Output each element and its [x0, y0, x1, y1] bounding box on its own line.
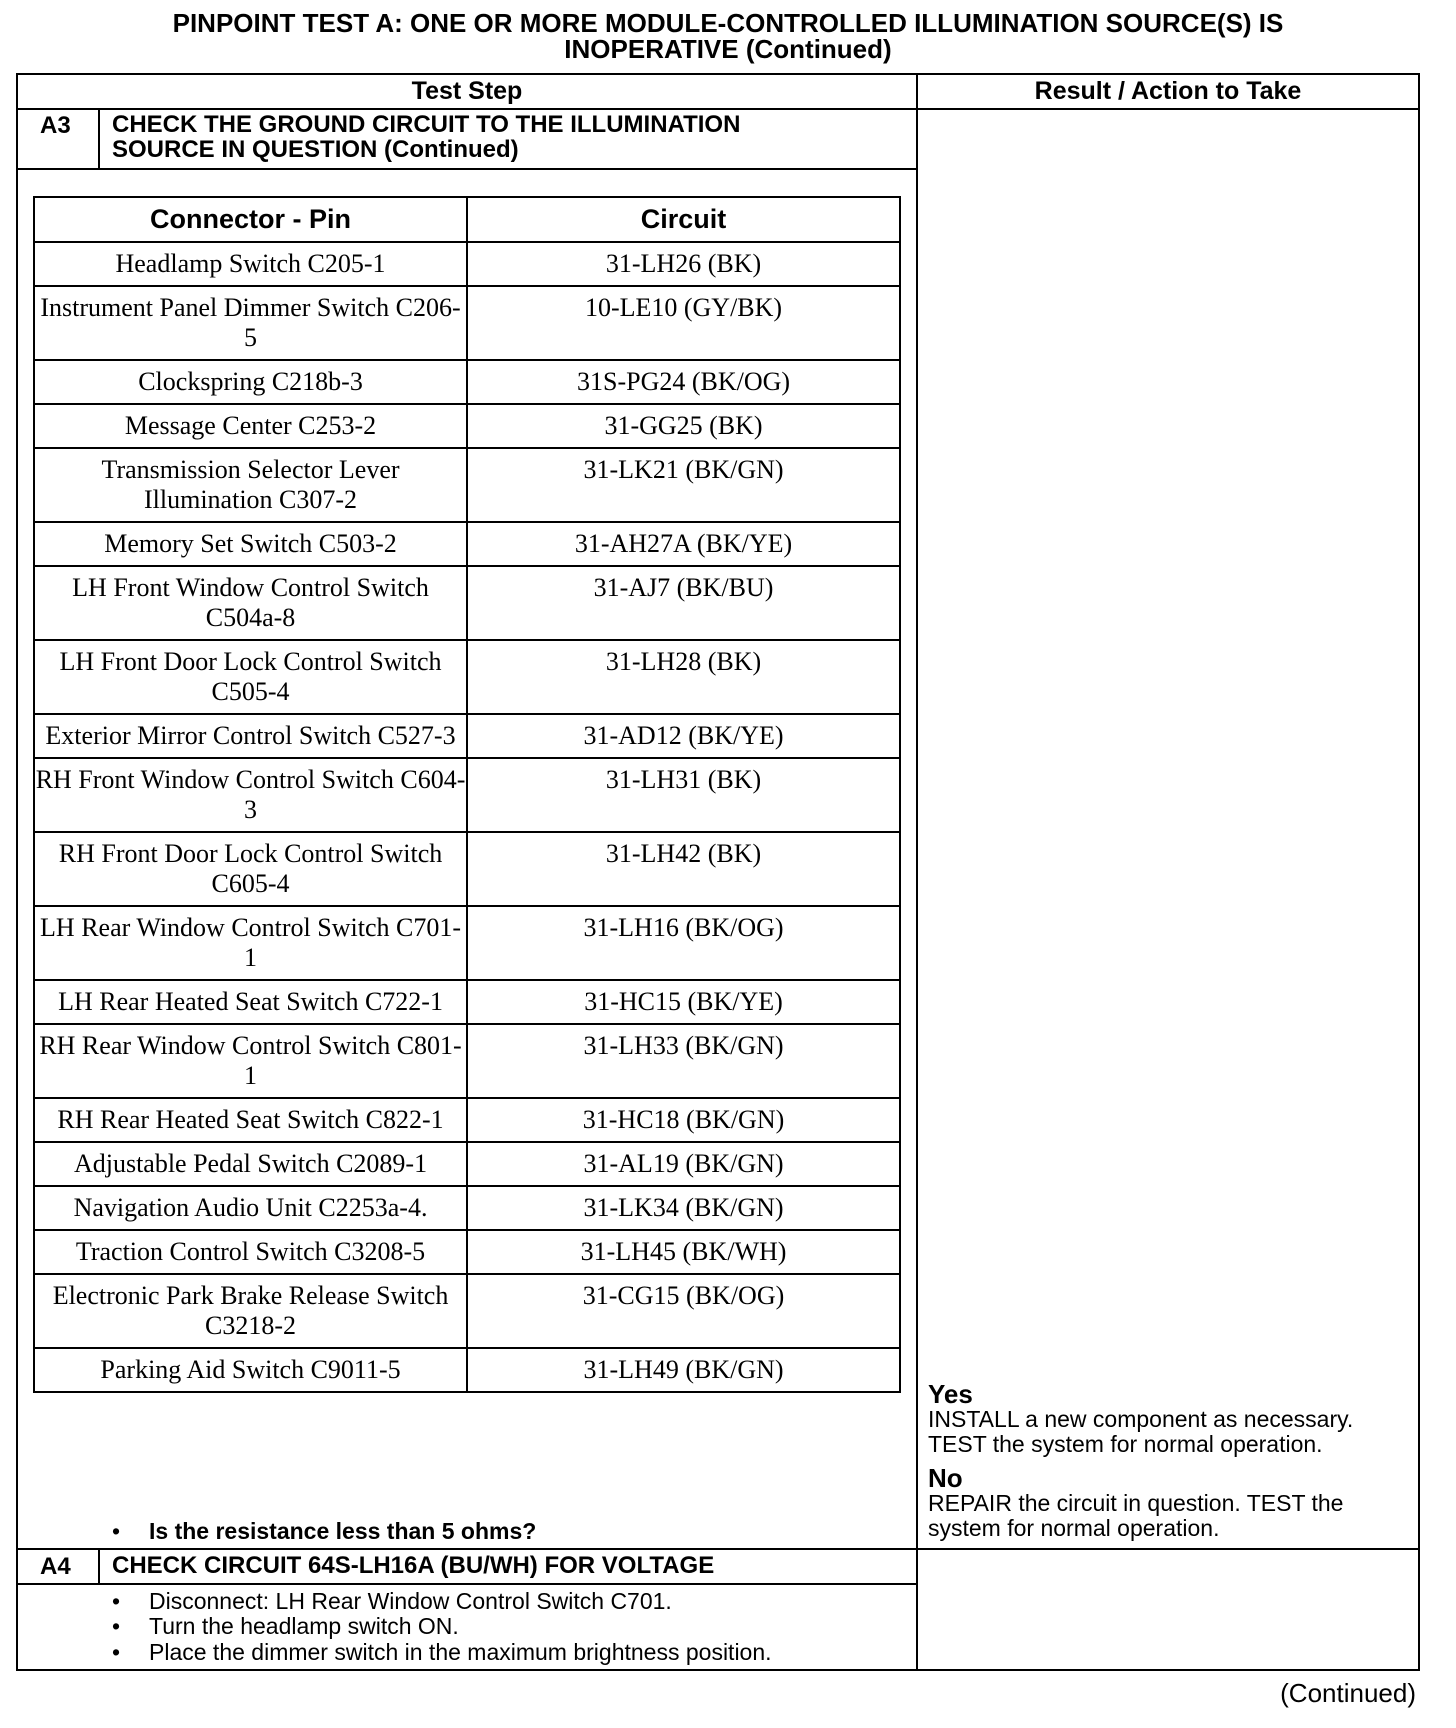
circuit-cell: 31-AD12 (BK/YE)	[467, 714, 900, 758]
step-a3-title	[112, 112, 740, 162]
table-row	[34, 1186, 900, 1230]
connector-cell: LH Front Window Control Switch C504a-8	[34, 566, 467, 640]
step-a3-title-line1: CHECK THE GROUND CIRCUIT TO THE ILLUMINATION	[112, 111, 741, 138]
table-row	[34, 404, 900, 448]
table-row	[34, 522, 900, 566]
circuit-cell: 31-LH26 (BK)	[467, 242, 900, 286]
connector-cell: Electronic Park Brake Release Switch C3218-2	[34, 1274, 467, 1348]
circuit-cell: 31-AJ7 (BK/BU)	[467, 566, 900, 640]
continued-label: (Continued)	[1280, 1678, 1416, 1708]
table-row	[34, 566, 900, 640]
table-row	[34, 758, 900, 832]
step-a4-title: CHECK CIRCUIT 64S-LH16A (BU/WH) FOR VOLTAGE	[112, 1552, 715, 1579]
step-a4-top-rule	[16, 1548, 1420, 1550]
table-row	[34, 980, 900, 1024]
connector-pin-table	[33, 196, 901, 1393]
result-no-line2: system for normal operation.	[928, 1515, 1220, 1541]
connector-cell: LH Rear Window Control Switch C701-1	[34, 906, 467, 980]
table-row	[34, 1098, 900, 1142]
header-rule	[16, 108, 1420, 110]
circuit-cell: 31-GG25 (BK)	[467, 404, 900, 448]
connector-cell: Navigation Audio Unit C2253a-4.	[34, 1186, 467, 1230]
table-row	[34, 360, 900, 404]
column-divider	[916, 73, 918, 1671]
circuit-cell: 31-LH45 (BK/WH)	[467, 1230, 900, 1274]
connector-cell: Parking Aid Switch C9011-5	[34, 1348, 467, 1392]
table-row	[34, 448, 900, 522]
connector-cell: RH Front Door Lock Control Switch C605-4	[34, 832, 467, 906]
a4-bullet: •	[112, 1613, 121, 1639]
result-no-label: No	[928, 1463, 963, 1493]
header-test-step: Test Step	[411, 77, 523, 105]
resistance-question: Is the resistance less than 5 ohms?	[149, 1518, 537, 1544]
connector-cell: Instrument Panel Dimmer Switch C206-5	[34, 286, 467, 360]
connector-cell: LH Rear Heated Seat Switch C722-1	[34, 980, 467, 1024]
connector-cell: Memory Set Switch C503-2	[34, 522, 467, 566]
question-bullet: •	[112, 1518, 121, 1544]
step-a3-num-divider	[98, 108, 100, 169]
table-row	[34, 286, 900, 360]
table-header-row	[34, 197, 900, 242]
circuit-cell: 10-LE10 (GY/BK)	[467, 286, 900, 360]
table-row	[34, 1024, 900, 1098]
connector-cell: RH Front Window Control Switch C604-3	[34, 758, 467, 832]
circuit-cell: 31-LK21 (BK/GN)	[467, 448, 900, 522]
circuit-cell: 31-LH49 (BK/GN)	[467, 1348, 900, 1392]
connector-cell: Headlamp Switch C205-1	[34, 242, 467, 286]
connector-cell: RH Rear Window Control Switch C801-1	[34, 1024, 467, 1098]
step-a3-title-rule	[16, 168, 918, 170]
step-a4-title-rule	[16, 1583, 918, 1585]
connector-cell: Traction Control Switch C3208-5	[34, 1230, 467, 1274]
circuit-cell: 31-AL19 (BK/GN)	[467, 1142, 900, 1186]
circuit-cell: 31-LH42 (BK)	[467, 832, 900, 906]
col-circuit: Circuit	[467, 197, 900, 242]
result-a3	[928, 1381, 1408, 1541]
circuit-cell: 31-HC18 (BK/GN)	[467, 1098, 900, 1142]
connector-cell: Adjustable Pedal Switch C2089-1	[34, 1142, 467, 1186]
a4-instruction: Disconnect: LH Rear Window Control Switch C701.	[149, 1588, 672, 1614]
result-yes-line2: TEST the system for normal operation.	[928, 1431, 1323, 1457]
connector-cell: Clockspring C218b-3	[34, 360, 467, 404]
page-title-line1: PINPOINT TEST A: ONE OR MORE MODULE-CONTROLLED ILLUMINATION SOURCE(S) IS	[172, 8, 1284, 38]
circuit-cell: 31-LH28 (BK)	[467, 640, 900, 714]
table-row	[34, 1142, 900, 1186]
a4-bullet: •	[112, 1588, 121, 1614]
connector-cell: RH Rear Heated Seat Switch C822-1	[34, 1098, 467, 1142]
table-row	[34, 1274, 900, 1348]
circuit-cell: 31-HC15 (BK/YE)	[467, 980, 900, 1024]
circuit-cell: 31-AH27A (BK/YE)	[467, 522, 900, 566]
circuit-cell: 31-CG15 (BK/OG)	[467, 1274, 900, 1348]
circuit-cell: 31-LH33 (BK/GN)	[467, 1024, 900, 1098]
step-a3-number: A3	[40, 112, 71, 139]
a4-instruction: Place the dimmer switch in the maximum brightness position.	[149, 1639, 772, 1665]
table-row	[34, 640, 900, 714]
step-a3-title-line2: SOURCE IN QUESTION (Continued)	[112, 136, 519, 163]
table-row	[34, 714, 900, 758]
a4-instruction: Turn the headlamp switch ON.	[149, 1613, 459, 1639]
circuit-cell: 31S-PG24 (BK/OG)	[467, 360, 900, 404]
circuit-cell: 31-LH31 (BK)	[467, 758, 900, 832]
step-a4-number: A4	[40, 1553, 71, 1580]
result-yes-label: Yes	[928, 1379, 973, 1409]
a4-bullet: •	[112, 1639, 121, 1665]
result-no-line1: REPAIR the circuit in question. TEST the	[928, 1490, 1344, 1516]
header-result: Result / Action to Take	[1034, 77, 1302, 105]
table-row	[34, 1230, 900, 1274]
step-a4-num-divider	[98, 1548, 100, 1583]
circuit-cell: 31-LH16 (BK/OG)	[467, 906, 900, 980]
page-title-line2: INOPERATIVE (Continued)	[564, 34, 892, 64]
col-connector-pin: Connector - Pin	[34, 197, 467, 242]
connector-cell: LH Front Door Lock Control Switch C505-4	[34, 640, 467, 714]
connector-cell: Message Center C253-2	[34, 404, 467, 448]
connector-cell: Exterior Mirror Control Switch C527-3	[34, 714, 467, 758]
connector-cell: Transmission Selector Lever Illumination C307-2	[34, 448, 467, 522]
page-title	[0, 10, 1456, 62]
table-row	[34, 832, 900, 906]
circuit-cell: 31-LK34 (BK/GN)	[467, 1186, 900, 1230]
table-row	[34, 242, 900, 286]
table-row	[34, 906, 900, 980]
result-yes-line1: INSTALL a new component as necessary.	[928, 1406, 1354, 1432]
table-row	[34, 1348, 900, 1392]
